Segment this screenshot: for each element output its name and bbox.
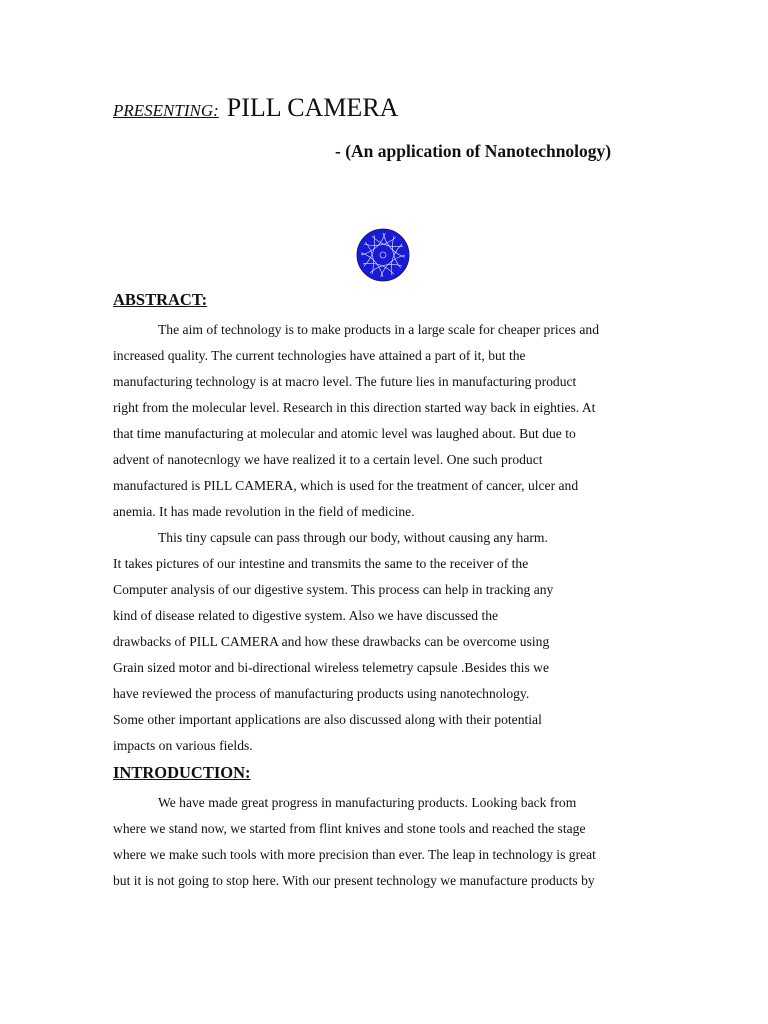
abstract-line: anemia. It has made revolution in the field of medicine.	[113, 504, 415, 519]
abstract-line: Grain sized motor and bi-directional wireless telemetry capsule .Besides this we	[113, 660, 550, 675]
abstract-line: It takes pictures of our intestine and transmits the same to the receiver of the	[113, 556, 529, 571]
introduction-line: We have made great progress in manufacturing products. Looking back from	[158, 795, 577, 810]
abstract-line: This tiny capsule can pass through our body, without causing any harm.	[158, 530, 548, 545]
title-line	[113, 88, 398, 132]
abstract-line: advent of nanotecnlogy we have realized it to a certain level. One such product	[113, 452, 543, 467]
abstract-line: Some other important applications are also discussed along with their potential	[113, 712, 542, 727]
introduction-line: where we stand now, we started from flint knives and stone tools and reached the stage	[113, 821, 586, 836]
abstract-line: that time manufacturing at molecular and atomic level was laughed about. But due to	[113, 426, 576, 441]
abstract-line: right from the molecular level. Research in this direction started way back in eighties. At	[113, 400, 596, 415]
abstract-line: increased quality. The current technologies have attained a part of it, but the	[113, 348, 526, 363]
abstract-line: manufactured is PILL CAMERA, which is used for the treatment of cancer, ulcer and	[113, 478, 579, 493]
logo-circle	[357, 229, 409, 281]
introduction-line: where we make such tools with more precision than ever. The leap in technology is great	[113, 847, 596, 862]
abstract-text	[113, 317, 653, 759]
introduction-heading: INTRODUCTION:	[113, 763, 251, 782]
page-subtitle: - (An application of Nanotechnology)	[335, 141, 612, 161]
page-title: PILL CAMERA	[226, 93, 399, 122]
abstract-line: impacts on various fields.	[113, 738, 253, 753]
abstract-line: kind of disease related to digestive system. Also we have discussed the	[113, 608, 499, 623]
abstract-line: manufacturing technology is at macro level. The future lies in manufacturing product	[113, 374, 577, 389]
introduction-text	[113, 790, 653, 894]
abstract-heading: ABSTRACT:	[113, 290, 208, 309]
abstract-line: The aim of technology is to make products in a large scale for cheaper prices and	[158, 322, 600, 337]
abstract-line: have reviewed the process of manufacturing products using nanotechnology.	[113, 686, 530, 701]
abstract-line: Computer analysis of our digestive system. This process can help in tracking any	[113, 582, 554, 597]
blue-circle-flower-logo-icon	[356, 228, 410, 282]
presenting-label: PRESENTING:	[113, 101, 219, 120]
introduction-line: but it is not going to stop here. With our present technology we manufacture products by	[113, 873, 595, 888]
abstract-line: drawbacks of PILL CAMERA and how these drawbacks can be overcome using	[113, 634, 550, 649]
